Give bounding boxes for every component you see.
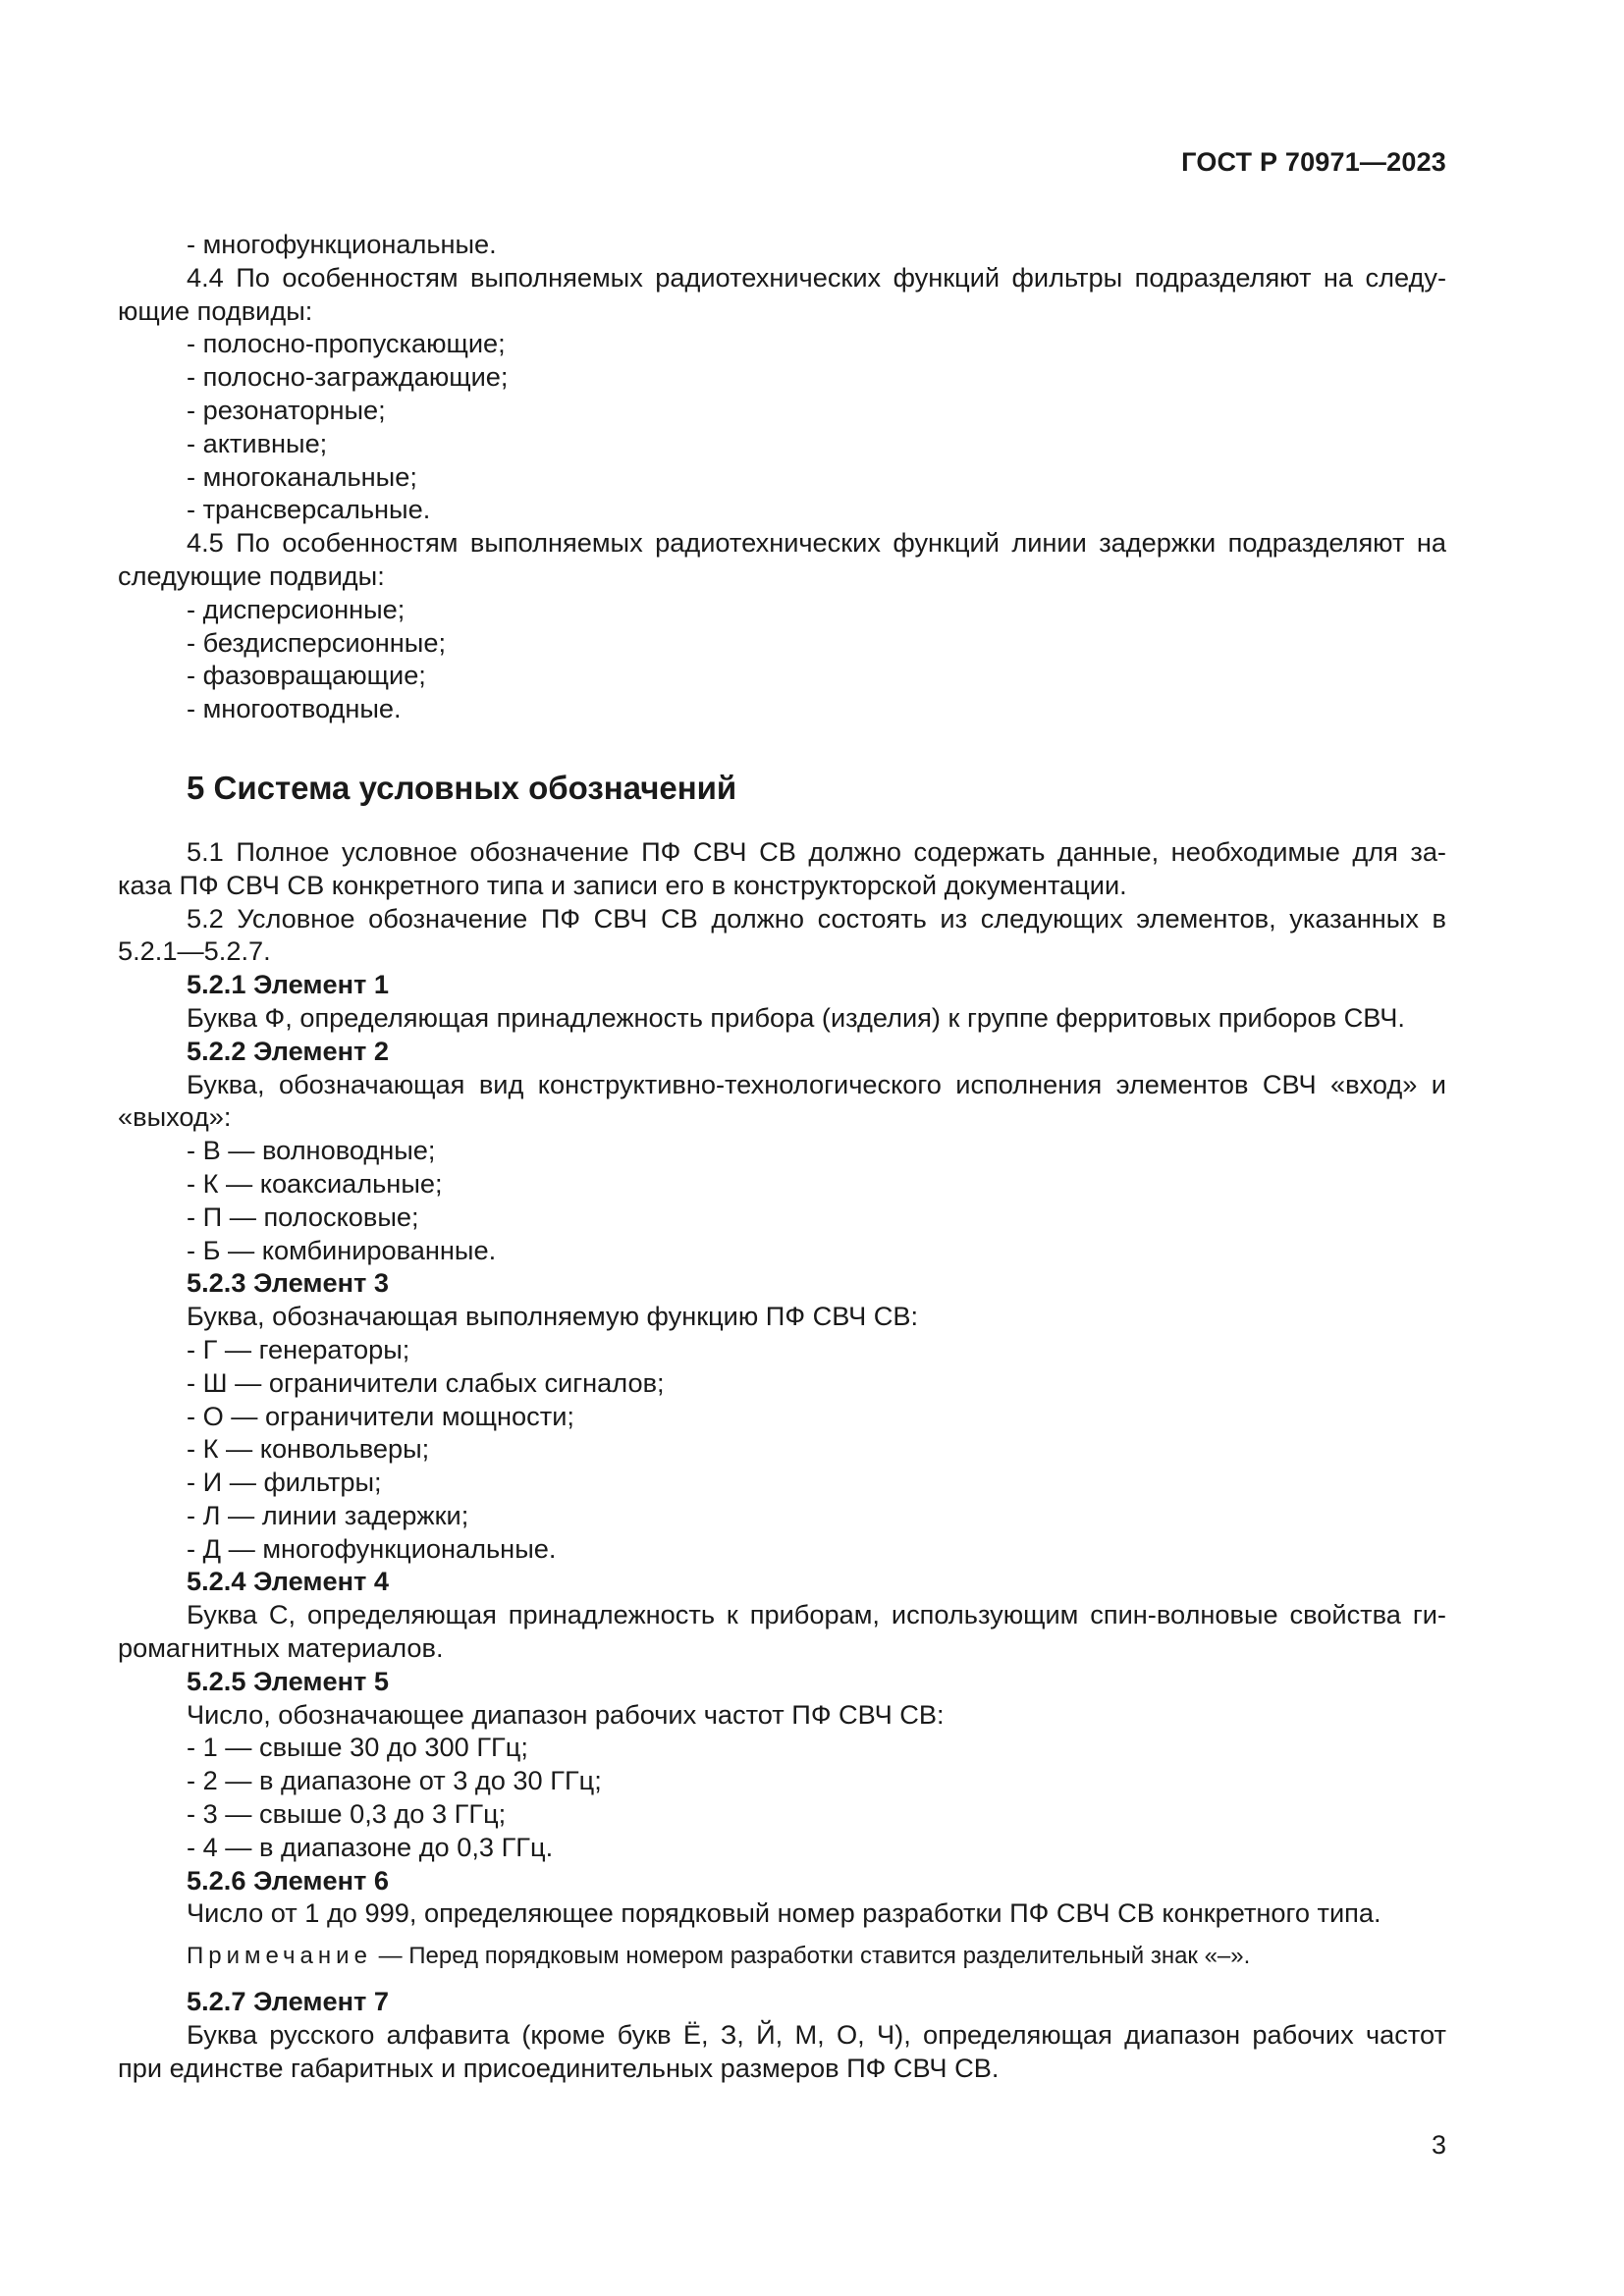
element-2-text-line2: «выход»: bbox=[118, 1101, 232, 1133]
note-text: — Перед порядковым номером разработки ставится разделительный знак «–». bbox=[371, 1943, 1251, 1970]
page-number: 3 bbox=[1431, 2130, 1446, 2160]
element-1-heading: 5.2.1 Элемент 1 bbox=[187, 969, 390, 1000]
paragraph-4-4-line2: ющие подвиды: bbox=[118, 294, 313, 326]
list-item: - 1 — свыше 30 до 300 ГГц; bbox=[187, 1732, 528, 1763]
list-item: - дисперсионные; bbox=[187, 593, 406, 624]
list-item: - фазовращающие; bbox=[187, 660, 426, 691]
list-item: - многоотводные. bbox=[187, 693, 402, 724]
page-content bbox=[118, 228, 1446, 2085]
list-item: - полосно-пропускающие; bbox=[187, 328, 506, 359]
list-item: - многоканальные; bbox=[187, 460, 417, 492]
list-item: - многофункциональные. bbox=[187, 229, 497, 259]
list-item: - бездисперсионные; bbox=[187, 626, 447, 658]
paragraph-4-5-line2: следующие подвиды: bbox=[118, 560, 385, 591]
element-5-text: Число, обозначающее диапазон рабочих частот ПФ СВЧ СВ: bbox=[187, 1698, 945, 1730]
list-item: - трансверсальные. bbox=[187, 494, 431, 525]
paragraph-4-5-line1: 4.5 По особенностям выполняемых радиотехнических функций линии задержки подразделяют на bbox=[187, 527, 1446, 559]
list-item: - полосно-заграждающие; bbox=[187, 361, 509, 393]
element-3-text: Буква, обозначающая выполняемую функцию ПФ СВЧ СВ: bbox=[187, 1301, 919, 1332]
list-item: - И — фильтры; bbox=[187, 1467, 382, 1498]
element-4-text-line2: ромагнитных материалов. bbox=[118, 1632, 444, 1664]
list-item: - Ш — ограничители слабых сигналов; bbox=[187, 1366, 665, 1398]
list-item: - резонаторные; bbox=[187, 394, 386, 425]
paragraph-5-1-line1: 5.1 Полное условное обозначение ПФ СВЧ СВ должно содержать данные, необходимые для за- bbox=[187, 835, 1446, 867]
list-item: - К — конвольверы; bbox=[187, 1433, 430, 1465]
element-1-text: Буква Ф, определяющая принадлежность прибора (изделия) к группе ферритовых приборов СВЧ. bbox=[187, 1001, 1405, 1033]
list-item: - Б — комбинированные. bbox=[187, 1234, 497, 1265]
note bbox=[118, 1942, 1446, 1971]
element-5-heading: 5.2.5 Элемент 5 bbox=[187, 1665, 390, 1696]
element-2-heading: 5.2.2 Элемент 2 bbox=[187, 1035, 390, 1066]
element-7-text-line2: при единстве габаритных и присоединительных размеров ПФ СВЧ СВ. bbox=[118, 2052, 1000, 2083]
element-6-text: Число от 1 до 999, определяющее порядковый номер разработки ПФ СВЧ СВ конкретного типа. bbox=[187, 1897, 1381, 1929]
element-7-text-line1: Буква русского алфавита (кроме букв Ё, З, Й, М, О, Ч), определяющая диапазон рабочих частот bbox=[187, 2019, 1446, 2051]
list-item: - Л — линии задержки; bbox=[187, 1499, 469, 1530]
list-item: - 2 — в диапазоне от 3 до 30 ГГц; bbox=[187, 1765, 602, 1796]
paragraph-5-1-line2: каза ПФ СВЧ СВ конкретного типа и записи его в конструкторской документации. bbox=[118, 869, 1127, 900]
element-2-text-line1: Буква, обозначающая вид конструктивно-технологического исполнения элементов СВЧ «вход» и bbox=[187, 1068, 1446, 1099]
document-code-header: ГОСТ Р 70971—2023 bbox=[1181, 147, 1446, 177]
list-item: - В — волноводные; bbox=[187, 1135, 436, 1166]
list-item: - Д — многофункциональные. bbox=[187, 1532, 557, 1564]
note-label: Примечание bbox=[187, 1943, 372, 1970]
list-item: - П — полосковые; bbox=[187, 1201, 419, 1232]
element-4-heading: 5.2.4 Элемент 4 bbox=[187, 1566, 390, 1597]
list-item: - активные; bbox=[187, 427, 328, 458]
element-3-heading: 5.2.3 Элемент 3 bbox=[187, 1267, 390, 1299]
list-item: - 4 — в диапазоне до 0,3 ГГц. bbox=[187, 1831, 554, 1862]
list-item: - 3 — свыше 0,3 до 3 ГГц; bbox=[187, 1798, 507, 1830]
list-item: - О — ограничители мощности; bbox=[187, 1400, 574, 1431]
paragraph-4-4-line1: 4.4 По особенностям выполняемых радиотехнических функций фильтры подразделяют на следу- bbox=[187, 261, 1446, 293]
element-6-heading: 5.2.6 Элемент 6 bbox=[187, 1864, 390, 1896]
paragraph-5-2-line2: 5.2.1—5.2.7. bbox=[118, 935, 271, 967]
element-4-text-line1: Буква С, определяющая принадлежность к приборам, использующим спин-волновые свойства ги- bbox=[187, 1599, 1446, 1630]
paragraph-5-2-line1: 5.2 Условное обозначение ПФ СВЧ СВ должно состоять из следующих элементов, указанных в bbox=[187, 902, 1446, 934]
section-5-title: 5 Система условных обозначений bbox=[187, 769, 737, 806]
list-item: - К — коаксиальные; bbox=[187, 1167, 443, 1199]
element-7-heading: 5.2.7 Элемент 7 bbox=[187, 1986, 390, 2017]
list-item: - Г — генераторы; bbox=[187, 1333, 410, 1364]
